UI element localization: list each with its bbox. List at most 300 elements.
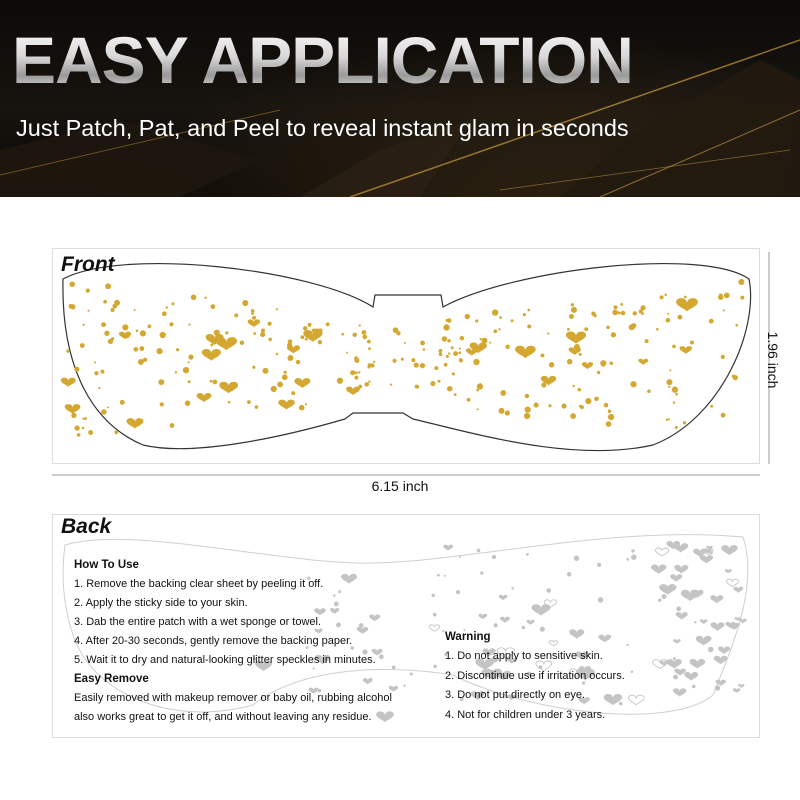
how-to-use-step: 2. Apply the sticky side to your skin. xyxy=(74,597,248,609)
glitter-dot xyxy=(692,685,696,689)
glitter-dot xyxy=(444,575,446,577)
glitter-dot xyxy=(87,310,89,312)
glitter-dot xyxy=(111,337,114,340)
glitter-heart xyxy=(739,619,747,624)
glitter-dot xyxy=(626,558,629,561)
glitter-dot xyxy=(188,380,191,383)
glitter-dot xyxy=(282,374,288,380)
glitter-dot xyxy=(475,319,478,322)
glitter-dot xyxy=(204,297,206,299)
how-to-use-step: 4. After 20-30 seconds, gently remove the backing paper. xyxy=(74,635,353,647)
glitter-dot xyxy=(597,371,600,374)
glitter-dot xyxy=(84,417,87,420)
glitter-dot xyxy=(584,327,588,331)
glitter-dot xyxy=(74,425,79,430)
glitter-dot xyxy=(242,300,248,306)
glitter-dot xyxy=(511,319,514,322)
glitter-dot xyxy=(600,360,606,366)
glitter-dot xyxy=(303,326,308,331)
glitter-dot xyxy=(594,397,598,401)
glitter-dot xyxy=(370,363,374,367)
glitter-dot xyxy=(101,409,107,415)
glitter-dot xyxy=(664,293,667,296)
glitter-dot xyxy=(156,348,162,354)
glitter-dot xyxy=(158,379,164,385)
how-to-use-step: 5. Wait it to dry and natural-looking glitter speckles in minutes. xyxy=(74,654,376,666)
glitter-dot xyxy=(447,386,453,392)
glitter-dot xyxy=(721,413,726,418)
glitter-dot xyxy=(661,594,666,599)
glitter-dot xyxy=(88,430,93,435)
glitter-dot xyxy=(526,553,529,556)
glitter-dot xyxy=(617,311,620,314)
glitter-dot xyxy=(341,333,344,336)
glitter-dot xyxy=(613,305,617,309)
glitter-dot xyxy=(571,307,577,313)
width-dimension-label: 6.15 inch xyxy=(371,478,429,494)
glitter-dot xyxy=(210,380,213,383)
glitter-dot xyxy=(458,351,461,354)
glitter-dot xyxy=(355,371,358,374)
glitter-dot xyxy=(262,368,268,374)
glitter-dot xyxy=(668,386,670,388)
glitter-dot xyxy=(572,385,574,387)
glitter-dot xyxy=(364,382,369,387)
glitter-dot xyxy=(438,380,441,383)
glitter-dot xyxy=(598,597,604,603)
glitter-dot xyxy=(240,341,245,346)
glitter-dot xyxy=(677,315,682,320)
front-panel xyxy=(52,248,760,464)
glitter-dot xyxy=(708,647,714,653)
glitter-dot xyxy=(251,312,254,315)
glitter-dot xyxy=(188,324,190,326)
glitter-dot xyxy=(390,383,392,385)
warning-section xyxy=(445,628,675,725)
glitter-dot xyxy=(534,403,539,408)
glitter-dot xyxy=(447,318,451,322)
glitter-dot xyxy=(251,309,255,313)
glitter-dot xyxy=(476,389,479,392)
glitter-dot xyxy=(101,322,106,327)
glitter-dot xyxy=(675,426,678,429)
glitter-dot xyxy=(571,303,574,306)
glitter-dot xyxy=(480,571,483,574)
glitter-dot xyxy=(493,329,497,333)
glitter-dot xyxy=(494,623,498,627)
glitter-dot xyxy=(676,606,681,611)
glitter-dot xyxy=(443,324,449,330)
glitter-dot xyxy=(299,405,305,411)
glitter-dot xyxy=(101,370,105,374)
glitter-heart xyxy=(65,404,81,414)
glitter-dot xyxy=(169,322,173,326)
how-to-use-step: 1. Remove the backing clear sheet by peeling it off. xyxy=(74,578,324,590)
glitter-dot xyxy=(719,293,723,297)
glitter-dot xyxy=(252,316,256,320)
glitter-dot xyxy=(171,302,174,305)
glitter-dot xyxy=(608,409,612,413)
glitter-dot xyxy=(723,309,725,311)
glitter-dot xyxy=(567,572,572,577)
glitter-dot xyxy=(715,685,720,690)
glitter-dot xyxy=(524,413,530,419)
glitter-dot xyxy=(139,346,144,351)
glitter-dot xyxy=(477,384,483,390)
easy-remove-heading: Easy Remove xyxy=(74,673,149,685)
warning-item: 3. Do not put directly on eye. xyxy=(445,689,586,701)
glitter-dot xyxy=(110,308,114,312)
glitter-dot xyxy=(107,406,109,408)
glitter-dot xyxy=(82,427,85,430)
glitter-dot xyxy=(724,293,730,299)
glitter-dot xyxy=(71,413,76,418)
glitter-dot xyxy=(431,594,434,597)
glitter-dot xyxy=(411,358,415,362)
glitter-dot xyxy=(252,366,255,369)
glitter-dot xyxy=(247,400,251,404)
back-label: Back xyxy=(61,515,112,538)
glitter-dot xyxy=(620,303,623,306)
glitter-dot xyxy=(308,323,312,327)
glitter-dot xyxy=(675,393,678,396)
glitter-dot xyxy=(300,335,304,339)
glitter-dot xyxy=(442,336,447,341)
glitter-dot xyxy=(451,346,454,349)
glitter-dot xyxy=(346,352,348,354)
glitter-dot xyxy=(94,371,98,375)
glitter-dot xyxy=(511,587,514,590)
glitter-dot xyxy=(162,311,167,316)
glitter-dot xyxy=(567,359,572,364)
height-dimension-label: 1.96 inch xyxy=(765,331,781,389)
glitter-dot xyxy=(454,393,457,396)
glitter-dot xyxy=(133,347,138,352)
glitter-dot xyxy=(660,295,664,299)
glitter-dot xyxy=(358,371,360,373)
glitter-dot xyxy=(74,367,79,372)
glitter-dot xyxy=(505,410,510,415)
glitter-dot xyxy=(277,381,283,387)
glitter-dot xyxy=(549,362,555,368)
glitter-dot xyxy=(439,352,443,356)
glitter-dot xyxy=(358,385,362,389)
glitter-dot xyxy=(305,338,308,341)
glitter-dot xyxy=(477,549,481,553)
glitter-dot xyxy=(585,398,591,404)
glitter-dot xyxy=(318,340,322,344)
glitter-dot xyxy=(437,574,440,577)
glitter-dot xyxy=(271,386,277,392)
glitter-dot xyxy=(66,349,69,352)
glitter-dot xyxy=(574,556,579,561)
glitter-dot xyxy=(672,345,676,349)
glitter-dot xyxy=(548,404,551,407)
glitter-dot xyxy=(368,347,371,350)
glitter-dot xyxy=(94,361,96,363)
glitter-dot xyxy=(735,324,738,327)
glitter-dot xyxy=(447,339,450,342)
glitter-dot xyxy=(373,361,375,363)
glitter-dot xyxy=(645,339,649,343)
glitter-dot xyxy=(188,361,190,363)
glitter-dot xyxy=(448,352,450,354)
glitter-dot xyxy=(631,549,634,552)
glitter-dot xyxy=(500,390,506,396)
glitter-dot xyxy=(525,394,529,398)
glitter-dot xyxy=(260,332,265,337)
glitter-dot xyxy=(453,351,458,356)
glitter-dot xyxy=(579,353,582,356)
glitter-dot xyxy=(140,330,146,336)
glitter-dot xyxy=(401,358,404,361)
glitter-dot xyxy=(541,353,545,357)
warning-item: 4. Not for children under 3 years. xyxy=(445,708,606,721)
glitter-dot xyxy=(738,279,744,285)
glitter-dot xyxy=(647,389,651,393)
glitter-dot xyxy=(288,339,293,344)
glitter-dot xyxy=(523,313,526,316)
glitter-dot xyxy=(641,312,644,315)
glitter-dot xyxy=(404,342,406,344)
glitter-dot xyxy=(631,323,636,328)
glitter-dot xyxy=(234,313,238,317)
glitter-dot xyxy=(456,590,460,594)
glitter-dot xyxy=(287,355,293,361)
glitter-dot xyxy=(134,309,136,311)
glitter-dot xyxy=(609,361,613,365)
glitter-dot xyxy=(499,408,505,414)
glitter-dot xyxy=(350,370,355,375)
glitter-dot xyxy=(430,381,435,386)
glitter-dot xyxy=(492,555,496,559)
glitter-dot xyxy=(690,340,694,344)
glitter-dot xyxy=(666,419,668,421)
glitter-dot xyxy=(633,311,637,315)
glitter-dot xyxy=(444,363,448,367)
glitter-heart xyxy=(443,545,453,551)
glitter-dot xyxy=(80,343,85,348)
glitter-dot xyxy=(608,414,614,420)
glitter-dot xyxy=(683,421,686,424)
glitter-heart xyxy=(733,688,741,693)
glitter-dot xyxy=(210,304,215,309)
glitter-dot xyxy=(684,296,687,299)
glitter-dot xyxy=(354,376,358,380)
glitter-dot xyxy=(415,385,419,389)
glitter-dot xyxy=(420,341,425,346)
glitter-dot xyxy=(527,324,531,328)
glitter-dot xyxy=(452,372,455,375)
glitter-dot xyxy=(166,306,168,308)
glitter-dot xyxy=(630,381,636,387)
glitter-dot xyxy=(338,380,342,384)
glitter-dot xyxy=(480,338,482,340)
glitter-dot xyxy=(225,331,228,334)
glitter-dot xyxy=(740,296,744,300)
glitter-dot xyxy=(505,345,509,349)
glitter-dot xyxy=(114,431,118,435)
glitter-dot xyxy=(147,324,151,328)
glitter-dot xyxy=(611,332,616,337)
glitter-dot xyxy=(656,328,659,331)
glitter-dot xyxy=(591,311,595,315)
glitter-dot xyxy=(216,353,218,355)
glitter-dot xyxy=(210,343,213,346)
glitter-dot xyxy=(460,336,465,341)
glitter-dot xyxy=(621,311,626,316)
glitter-dot xyxy=(439,349,443,353)
glitter-dot xyxy=(567,328,570,331)
glitter-dot xyxy=(527,309,530,312)
page-subtitle: Just Patch, Pat, and Peel to reveal instant glam in seconds xyxy=(16,115,629,141)
warning-heading: Warning xyxy=(445,631,491,643)
glitter-dot xyxy=(525,407,531,413)
glitter-dot xyxy=(668,418,670,420)
glitter-dot xyxy=(354,358,359,363)
glitter-dot xyxy=(460,361,462,363)
glitter-dot xyxy=(105,283,111,289)
glitter-dot xyxy=(268,338,272,342)
glitter-dot xyxy=(547,332,549,334)
glitter-dot xyxy=(612,310,618,316)
glitter-dot xyxy=(640,305,645,310)
glitter-dot xyxy=(709,319,714,324)
glitter-dot xyxy=(362,330,367,335)
glitter-dot xyxy=(467,398,471,402)
glitter-dot xyxy=(122,324,128,330)
glitter-dot xyxy=(103,300,107,304)
glitter-dot xyxy=(561,404,566,409)
glitter-dot xyxy=(261,329,265,333)
glitter-dot xyxy=(352,333,356,337)
how-to-use-section xyxy=(74,556,414,727)
glitter-dot xyxy=(606,325,610,329)
glitter-dot xyxy=(604,403,609,408)
how-to-use-step: 3. Dab the entire patch with a wet sponge or towel. xyxy=(74,616,322,628)
glitter-dot xyxy=(188,354,193,359)
glitter-dot xyxy=(694,621,696,623)
glitter-dot xyxy=(291,391,295,395)
easy-remove-line: Easily removed with makeup remover or baby oil, rubbing alcohol xyxy=(74,692,392,704)
glitter-dot xyxy=(176,348,179,351)
how-to-use-heading: How To Use xyxy=(74,559,139,571)
glitter-dot xyxy=(579,405,581,407)
glitter-dot xyxy=(423,348,426,351)
glitter-dot xyxy=(228,401,231,404)
glitter-dot xyxy=(104,331,109,336)
front-patch-illustration xyxy=(53,249,759,463)
glitter-dot xyxy=(477,408,479,410)
glitter-dot xyxy=(396,331,401,336)
glitter-dot xyxy=(459,556,461,558)
glitter-dot xyxy=(489,342,491,344)
glitter-dot xyxy=(578,388,582,392)
glitter-dot xyxy=(498,328,500,330)
glitter-dot xyxy=(570,413,576,419)
glitter-dot xyxy=(546,588,551,593)
glitter-dot xyxy=(473,359,479,365)
glitter-dot xyxy=(160,332,166,338)
glitter-dot xyxy=(667,313,669,315)
glitter-dot xyxy=(392,359,396,363)
glitter-dot xyxy=(268,322,272,326)
glitter-dot xyxy=(185,400,191,406)
glitter-dot xyxy=(175,371,177,373)
front-label: Front xyxy=(61,253,115,276)
hero-banner xyxy=(0,0,800,197)
glitter-dot xyxy=(299,381,304,386)
glitter-dot xyxy=(191,294,197,300)
glitter-dot xyxy=(666,318,671,323)
glitter-dot xyxy=(420,363,425,368)
glitter-dot xyxy=(296,360,300,364)
glitter-dot xyxy=(606,421,612,427)
glitter-dot xyxy=(276,353,279,356)
glitter-dot xyxy=(492,309,498,315)
glitter-dot xyxy=(136,330,139,333)
glitter-dot xyxy=(138,359,144,365)
glitter-dot xyxy=(569,314,574,319)
glitter-dot xyxy=(414,363,419,368)
glitter-dot xyxy=(710,405,713,408)
glitter-dot xyxy=(120,400,125,405)
glitter-heart xyxy=(738,684,744,688)
glitter-dot xyxy=(326,322,330,326)
glitter-dot xyxy=(68,304,73,309)
page-title: EASY APPLICATION xyxy=(12,23,633,97)
glitter-dot xyxy=(597,563,601,567)
glitter-dot xyxy=(541,383,546,388)
glitter-dot xyxy=(446,355,449,358)
glitter-dot xyxy=(276,308,278,310)
glitter-dot xyxy=(359,324,361,326)
glitter-dot xyxy=(160,402,164,406)
glitter-dot xyxy=(465,314,470,319)
glitter-dot xyxy=(658,598,661,601)
glitter-dot xyxy=(253,332,256,335)
glitter-dot xyxy=(433,613,437,617)
glitter-dot xyxy=(305,403,307,405)
glitter-dot xyxy=(433,665,436,668)
easy-remove-line: also works great to get it off, and without leaving any residue. xyxy=(74,711,372,723)
warning-item: 1. Do not apply to sensitive skin. xyxy=(445,650,603,662)
glitter-dot xyxy=(114,300,120,306)
glitter-dot xyxy=(721,355,725,359)
glitter-dot xyxy=(86,289,90,293)
glitter-dot xyxy=(368,381,370,383)
glitter-dot xyxy=(363,335,367,339)
glitter-dot xyxy=(98,387,100,389)
glitter-dot xyxy=(284,371,287,374)
glitter-dot xyxy=(499,316,502,319)
patch-outline-front xyxy=(63,264,751,451)
glitter-dot xyxy=(82,324,84,326)
glitter-dot xyxy=(631,554,637,560)
glitter-dot xyxy=(255,405,259,409)
glitter-dot xyxy=(666,379,672,385)
glitter-dot xyxy=(367,366,370,369)
glitter-dot xyxy=(669,369,671,371)
glitter-dot xyxy=(673,401,675,403)
warning-item: 2. Discontinue use if irritation occurs. xyxy=(445,669,625,682)
glitter-dot xyxy=(170,423,175,428)
glitter-dot xyxy=(434,366,438,370)
glitter-dot xyxy=(183,367,189,373)
glitter-dot xyxy=(672,387,678,393)
glitter-dot xyxy=(213,380,218,385)
glitter-dot xyxy=(459,348,461,350)
